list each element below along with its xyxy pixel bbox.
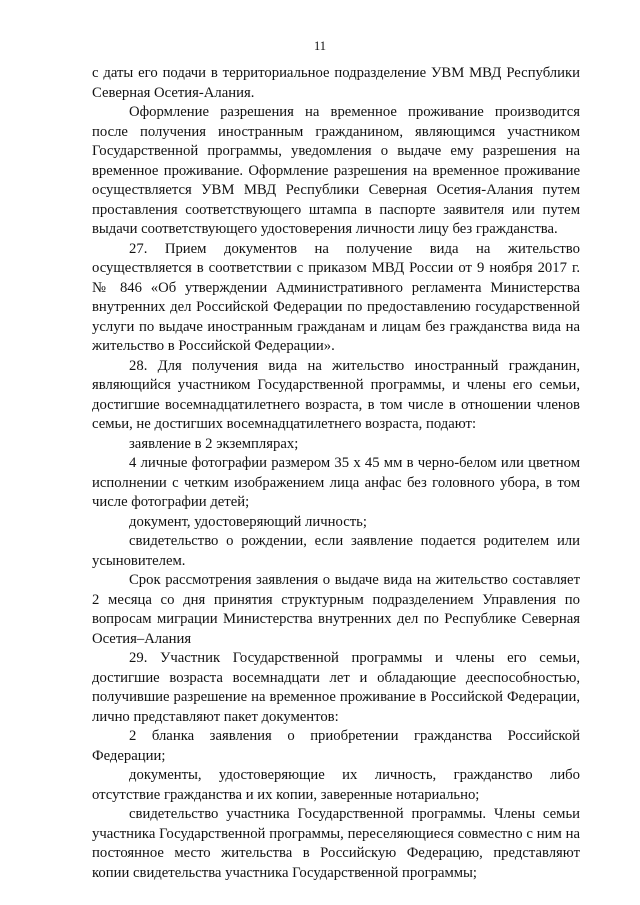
list-item-photos: 4 личные фотографии размером 35 x 45 мм в черно-белом или цветном исполнении с четким изображением лица анфас без головного убора, в том числе фотографии детей; <box>92 455 580 510</box>
document-body <box>92 64 580 883</box>
paragraph-residence-permit: Оформление разрешения на временное проживание производится после получения иностранным гражданином, являющимся участником Государственной программы, уведомления о выдаче ему разрешения на временное проживание. Оформление разрешения на временное проживание осуществляется УВМ МВД Республики Северная Осетия-Алания путем проставления соответствующего штампа в паспорте заявителя или путем выдачи соответствующего удостоверения личности лицу без гражданства. <box>92 104 580 237</box>
list-item-identity-document: документ, удостоверяющий личность; <box>129 513 367 530</box>
paragraph-item-29: 29. Участник Государственной программы и члены его семьи, достигшие возраста восемнадцати лет и обладающие дееспособностью, получившие разрешение на временное проживание в Российской Федерации, лично представляют пакет документов: <box>92 650 580 725</box>
list-item-citizenship-forms: 2 бланка заявления о приобретении гражданства Российской Федерации; <box>92 728 580 764</box>
page-number: 11 <box>313 39 327 53</box>
list-item-participant-certificate: свидетельство участника Государственной программы. Члены семьи участника Государственной программы, переселяющиеся совместно с ним на постоянное место жительства в Российскую Федерацию, представляют копии свидетельства участника Государственной программы; <box>92 806 580 881</box>
list-item-identity-copies: документы, удостоверяющие их личность, гражданство либо отсутствие гражданства и их копии, заверенные нотариально; <box>92 767 580 803</box>
paragraph-review-period: Срок рассмотрения заявления о выдаче вида на жительство составляет 2 месяца со дня принятия структурным подразделением Управления по вопросам миграции Министерства внутренних дел по Республике Северная Осетия–Алания <box>92 572 580 647</box>
paragraph-item-27: 27. Прием документов на получение вида на жительство осуществляется в соответствии с приказом МВД России от 9 ноября 2017 г. № 846 «Об утверждении Административного регламента Министерства внутренних дел Российской Федерации по предоставлению государственной услуги по выдаче иностранным гражданам и лицам без гражданства вида на жительство в Российской Федерации». <box>92 240 580 354</box>
paragraph-continuation: с даты его подачи в территориальное подразделение УВМ МВД Республики Северная Осетия-Алания. <box>92 65 580 101</box>
list-item-birth-certificate: свидетельство о рождении, если заявление подается родителем или усыновителем. <box>92 533 580 569</box>
list-item-application: заявление в 2 экземплярах; <box>129 435 299 452</box>
paragraph-item-28: 28. Для получения вида на жительство иностранный гражданин, являющийся участником Государственной программы, и члены его семьи, достигшие восемнадцатилетнего возраста, в том числе в отношении членов семьи, не достигших восемнадцатилетнего возраста, подают: <box>92 357 580 432</box>
